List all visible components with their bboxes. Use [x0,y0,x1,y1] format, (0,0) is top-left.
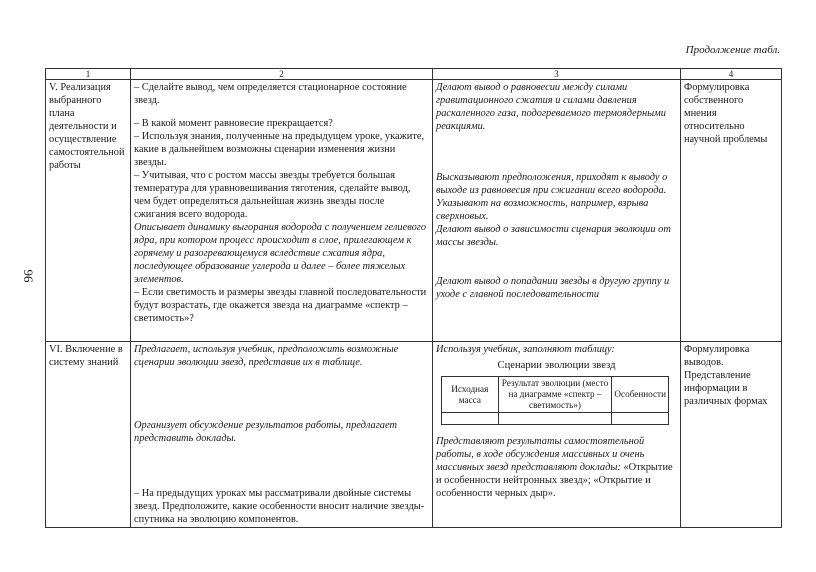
scenarios-table [441,376,669,425]
teacher-text: – В какой момент равновесие прекращается? [134,118,333,129]
inner-empty-cell [498,413,612,425]
column-number-4: 4 [681,69,782,80]
teacher-italic-text: Организует обсуждение результатов работы, предлагает представить доклады. [134,420,397,444]
teacher-text: – Используя знания, полученные на предыдущем уроке, укажите, какие в дальнейшем возможны сценарии изменения жизни звезды. [134,131,425,168]
students-text: Делают вывод о попадании звезды в другую группу и уходе с главной последовательности [436,276,670,300]
teacher-italic-text: Предлагает, используя учебник, предположить возможные сценарии эволюции звезд, представив их в таблице. [134,344,399,368]
students-text: Высказывают предположения, приходят к выводу о выходе из равновесия при сжигании всего водорода. [436,172,668,196]
header-row [46,69,782,80]
students-reports-text: «Открытие и особенности нейтронных звезд»; «Открытие и особенности черных дыр». [436,462,673,499]
students-text: Используя учебник, заполняют таблицу: [436,344,615,355]
teacher-italic-text: Описывает динамику выгорания водорода с получением гелиевого ядра, при котором процесс происходит в слое, прилегающем к горячему и разогревающемуся вследствие сжатия ядра, последующее образование углерода и далее – более тяжелых элементов. [134,222,427,285]
students-activity-cell [433,80,681,342]
inner-table-caption: Сценарии эволюции звезд [497,360,616,371]
continuation-label: Продолжение табл. [685,44,780,56]
table-row [46,80,782,342]
students-text [436,435,677,500]
inner-empty-cell [442,413,499,425]
inner-header-cell: Исходная масса [442,377,499,413]
table-row [46,342,782,528]
inner-header-cell: Результат эволюции (место на диаграмме «спектр – светимость») [498,377,612,413]
teacher-activity-cell [131,342,433,528]
teacher-activity-cell [131,80,433,342]
teacher-text: – На предыдущих уроках мы рассматривали двойные системы звезд. Предположите, какие особенности вносит наличие звезды-спутника на эволюцию компонентов. [134,488,425,525]
teacher-text: – Если светимость и размеры звезды главной последовательности будут возрастать, где окажется звезда на диаграмме «спектр – светимость»? [134,287,427,324]
column-number-2: 2 [131,69,433,80]
stage-cell: VI. Включение в систему знаний [46,342,131,528]
inner-header-cell: Особенности [612,377,669,413]
column-number-3: 3 [433,69,681,80]
students-text: Делают вывод о зависимости сценария эволюции от массы звезды. [436,224,671,248]
students-italic-text: Представляют результаты самостоятельной работы, в ходе обсуждения массивных и очень массивных звезд представляют доклады: [436,436,645,473]
lesson-table [45,68,782,528]
column-number-1: 1 [46,69,131,80]
students-activity-cell [433,342,681,528]
page-number: 96 [20,269,36,283]
inner-empty-row [442,413,669,425]
stage-cell: V. Реализация выбранного плана деятельности и осуществление самостоятельной работы [46,80,131,342]
teacher-text: – Учитывая, что с ростом массы звезды требуется большая температура для уравновешивания тяготения, сделайте вывод, чем будет определяться дальнейшая жизнь звезды после сжигания всего водорода. [134,170,411,220]
result-cell: Формулировка собственного мнения относительно научной проблемы [681,80,782,342]
teacher-text: – Сделайте вывод, чем определяется стационарное состояние звезд. [134,82,407,106]
inner-empty-cell [612,413,669,425]
students-text: Указывают на возможность, например, взрыва сверхновых. [436,198,649,222]
students-text: Делают вывод о равновесии между силами гравитационного сжатия и силами давления раскаленного газа, подогреваемого термоядерными реакциями. [436,82,666,132]
inner-header-row [442,377,669,413]
result-cell: Формулировка выводов. Представление информации в различных формах [681,342,782,528]
